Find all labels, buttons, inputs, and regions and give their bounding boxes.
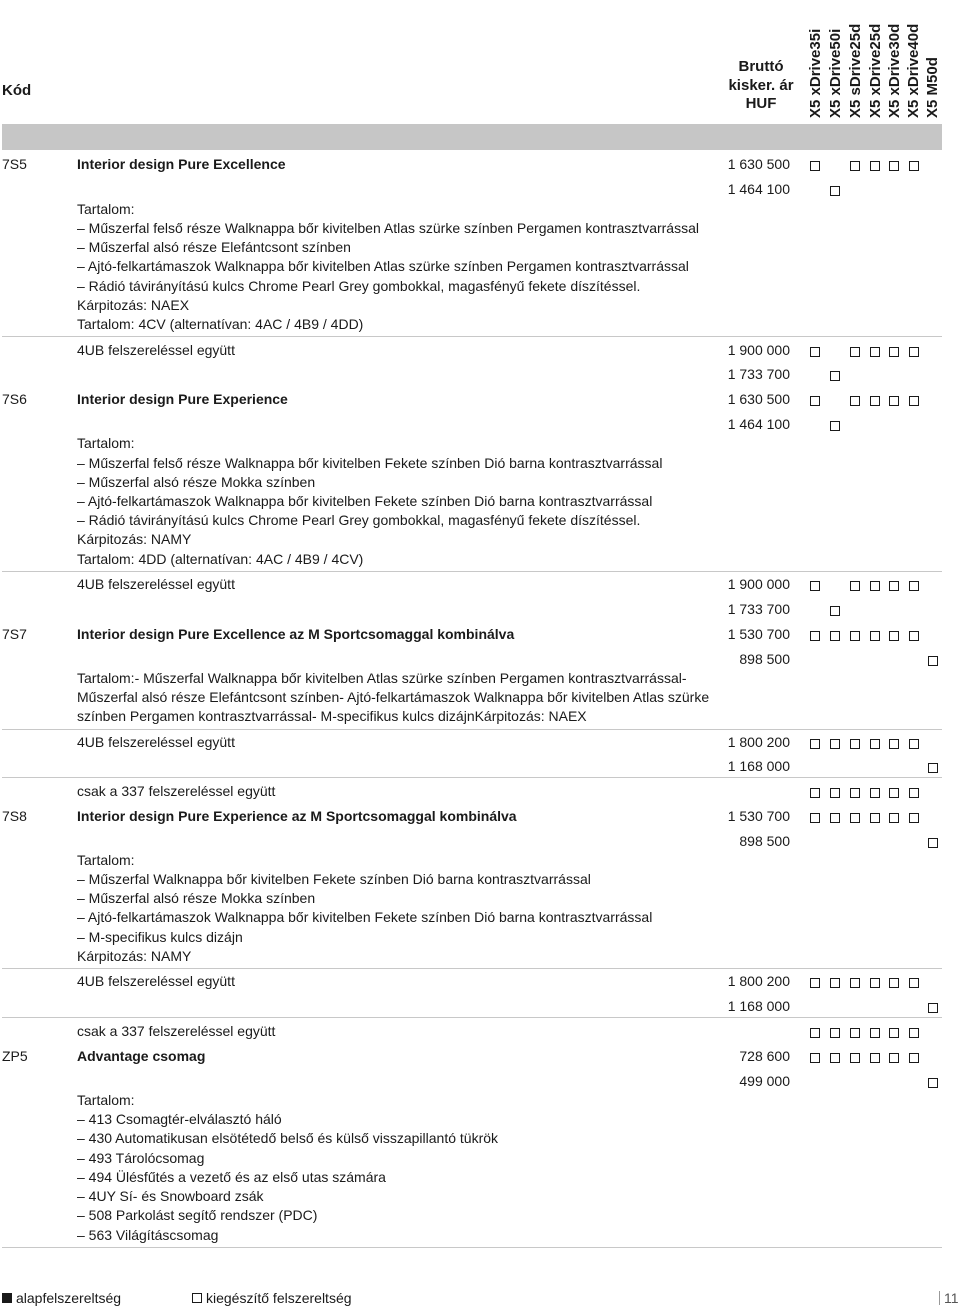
optional-availability-box — [850, 813, 860, 823]
row-desc-line: Kárpitozás: NAMY — [77, 948, 192, 964]
row-desc-line: – 563 Világításcsomag — [77, 1227, 219, 1243]
row-separator — [2, 777, 942, 778]
optional-availability-box — [928, 763, 938, 773]
optional-availability-box — [928, 656, 938, 666]
row-desc-line: színben Pergamen kontrasztvarrással- M-specifikus kulcs dizájnKárpitozás: NAEX — [77, 708, 587, 724]
row-separator — [2, 336, 942, 337]
row-price: 1 630 500 — [727, 391, 790, 407]
row-separator — [2, 1017, 942, 1018]
header-price-label — [722, 58, 800, 114]
row-variant-label: 4UB felszereléssel együtt — [77, 576, 235, 592]
optional-availability-box — [870, 1053, 880, 1063]
row-desc-line: – Műszerfal alsó része Elefántcsont színben — [77, 239, 351, 255]
row-separator — [2, 729, 942, 730]
header-price-line2: kisker. ár — [728, 76, 794, 94]
row-separator — [2, 1247, 942, 1248]
optional-availability-box — [909, 581, 919, 591]
optional-availability-box — [870, 978, 880, 988]
row-price: 898 500 — [739, 651, 790, 667]
optional-availability-box — [870, 581, 880, 591]
optional-availability-box — [889, 739, 899, 749]
optional-availability-box — [850, 347, 860, 357]
optional-availability-box — [810, 1028, 820, 1038]
row-price: 1 733 700 — [727, 601, 790, 617]
optional-availability-box — [830, 813, 840, 823]
row-price: 898 500 — [739, 833, 790, 849]
optional-availability-box — [889, 396, 899, 406]
optional-availability-box — [889, 1053, 899, 1063]
optional-availability-box — [810, 739, 820, 749]
optional-availability-box — [870, 347, 880, 357]
row-desc-line: – 413 Csomagtér-elválasztó háló — [77, 1111, 282, 1127]
row-price: 1 530 700 — [727, 808, 790, 824]
optional-availability-box — [850, 631, 860, 641]
row-variant-label: 4UB felszereléssel együtt — [77, 342, 235, 358]
optional-availability-box — [810, 347, 820, 357]
row-code: 7S8 — [2, 808, 27, 824]
row-desc-line: – Ajtó-felkartámaszok Walknappa bőr kivitelben Fekete színben Dió barna kontrasztvarrással — [77, 493, 653, 509]
header-divider-bar — [2, 124, 942, 150]
optional-availability-box — [830, 421, 840, 431]
optional-availability-box — [830, 1053, 840, 1063]
model-col-6: X5 xDrive40d — [905, 23, 922, 118]
row-title: Advantage csomag — [77, 1048, 206, 1064]
optional-availability-box — [810, 813, 820, 823]
optional-availability-box — [909, 161, 919, 171]
optional-availability-box — [830, 739, 840, 749]
optional-availability-box — [909, 396, 919, 406]
row-desc-line: – Rádió távirányítású kulcs Chrome Pearl Grey gombokkal, magasfényű fekete díszítéssel. — [77, 278, 641, 294]
row-title: Interior design Pure Experience az M Sportcsomaggal kombinálva — [77, 808, 517, 824]
optional-availability-box — [850, 396, 860, 406]
row-variant-label: 4UB felszereléssel együtt — [77, 734, 235, 750]
optional-availability-box — [830, 978, 840, 988]
optional-availability-box — [870, 161, 880, 171]
row-desc-line: Tartalom: — [77, 852, 135, 868]
optional-availability-box — [810, 631, 820, 641]
row-separator — [2, 571, 942, 572]
optional-availability-box — [928, 1078, 938, 1088]
optional-availability-box — [928, 838, 938, 848]
optional-availability-box — [830, 788, 840, 798]
row-desc-line: Tartalom: — [77, 201, 135, 217]
row-price: 1 800 200 — [727, 734, 790, 750]
optional-availability-box — [870, 813, 880, 823]
optional-availability-box — [810, 1053, 820, 1063]
header-code-label: Kód — [2, 82, 32, 99]
row-variant-label: 4UB felszereléssel együtt — [77, 973, 235, 989]
row-desc-line: – Ajtó-felkartámaszok Walknappa bőr kivitelben Fekete színben Dió barna kontrasztvarrással — [77, 909, 653, 925]
row-desc-line: Kárpitozás: NAMY — [77, 531, 192, 547]
optional-availability-box — [810, 396, 820, 406]
optional-availability-box — [870, 788, 880, 798]
row-desc-line: Tartalom:- Műszerfal Walknappa bőr kivitelben Atlas szürke színben Pergamen kontrasztvarrással- — [77, 670, 687, 686]
optional-availability-box — [850, 978, 860, 988]
optional-availability-box — [889, 813, 899, 823]
row-price: 1 464 100 — [727, 181, 790, 197]
row-price: 499 000 — [739, 1073, 790, 1089]
row-price: 1 168 000 — [727, 758, 790, 774]
optional-availability-box — [850, 1028, 860, 1038]
row-price: 1 530 700 — [727, 626, 790, 642]
row-variant-label: csak a 337 felszereléssel együtt — [77, 1023, 276, 1039]
row-desc-line: Tartalom: 4DD (alternatívan: 4AC / 4B9 / 4CV) — [77, 551, 364, 567]
row-desc-line: – Műszerfal felső része Walknappa bőr kivitelben Atlas szürke színben Pergamen kontrasztvarrással — [77, 220, 699, 236]
row-desc-line: – Műszerfal alsó része Mokka színben — [77, 474, 316, 490]
optional-availability-box — [889, 581, 899, 591]
header-price-line1: Bruttó — [738, 58, 784, 75]
header-price-line3: HUF — [745, 95, 777, 112]
optional-availability-box — [810, 161, 820, 171]
optional-availability-box — [830, 606, 840, 616]
optional-availability-box — [909, 1053, 919, 1063]
legend-optional-label: kiegészítő felszereltség — [206, 1290, 352, 1306]
optional-availability-box — [830, 371, 840, 381]
optional-availability-box — [850, 581, 860, 591]
row-price: 1 168 000 — [727, 998, 790, 1014]
model-col-2: X5 xDrive50i — [827, 28, 844, 118]
standard-legend-icon — [2, 1293, 12, 1303]
optional-availability-box — [909, 1028, 919, 1038]
row-price: 1 900 000 — [727, 342, 790, 358]
optional-availability-box — [909, 788, 919, 798]
row-price: 1 800 200 — [727, 973, 790, 989]
optional-availability-box — [870, 396, 880, 406]
row-desc-line: – Műszerfal felső része Walknappa bőr kivitelben Fekete színben Dió barna kontrasztvarrással — [77, 455, 663, 471]
page-number: 11 — [944, 1290, 959, 1306]
row-desc-line: Tartalom: 4CV (alternatívan: 4AC / 4B9 / 4DD) — [77, 316, 364, 332]
optional-availability-box — [889, 631, 899, 641]
model-col-5: X5 xDrive30d — [886, 23, 903, 118]
optional-availability-box — [850, 161, 860, 171]
row-desc-line: – 494 Ülésfűtés a vezető és az első utas számára — [77, 1169, 386, 1185]
optional-availability-box — [889, 788, 899, 798]
page-number-divider — [939, 1291, 940, 1305]
row-price: 1 630 500 — [727, 156, 790, 172]
model-col-4: X5 xDrive25d — [867, 23, 884, 118]
row-desc-line: – Rádió távirányítású kulcs Chrome Pearl Grey gombokkal, magasfényű fekete díszítéssel. — [77, 512, 641, 528]
row-price: 728 600 — [739, 1048, 790, 1064]
optional-availability-box — [889, 1028, 899, 1038]
optional-availability-box — [870, 631, 880, 641]
row-price: 1 733 700 — [727, 366, 790, 382]
optional-availability-box — [909, 347, 919, 357]
optional-availability-box — [830, 1028, 840, 1038]
row-code: ZP5 — [2, 1048, 28, 1064]
optional-availability-box — [810, 581, 820, 591]
row-price: 1 900 000 — [727, 576, 790, 592]
optional-availability-box — [889, 978, 899, 988]
row-desc-line: – Műszerfal alsó része Mokka színben — [77, 890, 316, 906]
row-desc-line: – M-specifikus kulcs dizájn — [77, 929, 243, 945]
legend-standard-label: alapfelszereltség — [16, 1290, 122, 1306]
row-price: 1 464 100 — [727, 416, 790, 432]
row-code: 7S7 — [2, 626, 27, 642]
optional-availability-box — [850, 1053, 860, 1063]
row-code: 7S5 — [2, 156, 27, 172]
optional-availability-box — [909, 978, 919, 988]
row-desc-line: – 4UY Sí- és Snowboard zsák — [77, 1188, 264, 1204]
optional-availability-box — [909, 813, 919, 823]
model-col-7: X5 M50d — [924, 57, 941, 118]
row-desc-line: – Ajtó-felkartámaszok Walknappa bőr kivitelben Atlas szürke színben Pergamen kontrasztvarrással — [77, 258, 689, 274]
row-desc-line: – 508 Parkolást segítő rendszer (PDC) — [77, 1207, 318, 1223]
optional-availability-box — [889, 347, 899, 357]
optional-availability-box — [889, 161, 899, 171]
row-separator — [2, 968, 942, 969]
row-desc-line: – 430 Automatikusan elsötétedő belső és külső visszapillantó tükrök — [77, 1130, 499, 1146]
row-title: Interior design Pure Excellence — [77, 156, 286, 172]
optional-availability-box — [909, 631, 919, 641]
optional-availability-box — [810, 978, 820, 988]
optional-availability-box — [870, 1028, 880, 1038]
optional-availability-box — [810, 788, 820, 798]
row-code: 7S6 — [2, 391, 27, 407]
row-desc-line: Kárpitozás: NAEX — [77, 297, 190, 313]
model-col-1: X5 xDrive35i — [807, 28, 824, 118]
row-desc-line: Tartalom: — [77, 435, 135, 451]
optional-availability-box — [850, 739, 860, 749]
optional-availability-box — [870, 739, 880, 749]
row-variant-label: csak a 337 felszereléssel együtt — [77, 783, 276, 799]
row-desc-line: Műszerfal alsó része Elefántcsont színben- Ajtó-felkartámaszok Walknappa bőr kivitelben Atlas szürke — [77, 689, 710, 705]
optional-availability-box — [850, 788, 860, 798]
optional-availability-box — [830, 186, 840, 196]
row-title: Interior design Pure Excellence az M Sportcsomaggal kombinálva — [77, 626, 515, 642]
row-title: Interior design Pure Experience — [77, 391, 288, 407]
optional-legend-icon — [192, 1293, 202, 1303]
optional-availability-box — [830, 631, 840, 641]
optional-availability-box — [928, 1003, 938, 1013]
row-desc-line: – 493 Tárolócsomag — [77, 1150, 205, 1166]
optional-availability-box — [909, 739, 919, 749]
row-desc-line: Tartalom: — [77, 1092, 135, 1108]
row-desc-line: – Műszerfal Walknappa bőr kivitelben Fekete színben Dió barna kontrasztvarrással — [77, 871, 591, 887]
model-col-3: X5 sDrive25d — [847, 23, 864, 118]
